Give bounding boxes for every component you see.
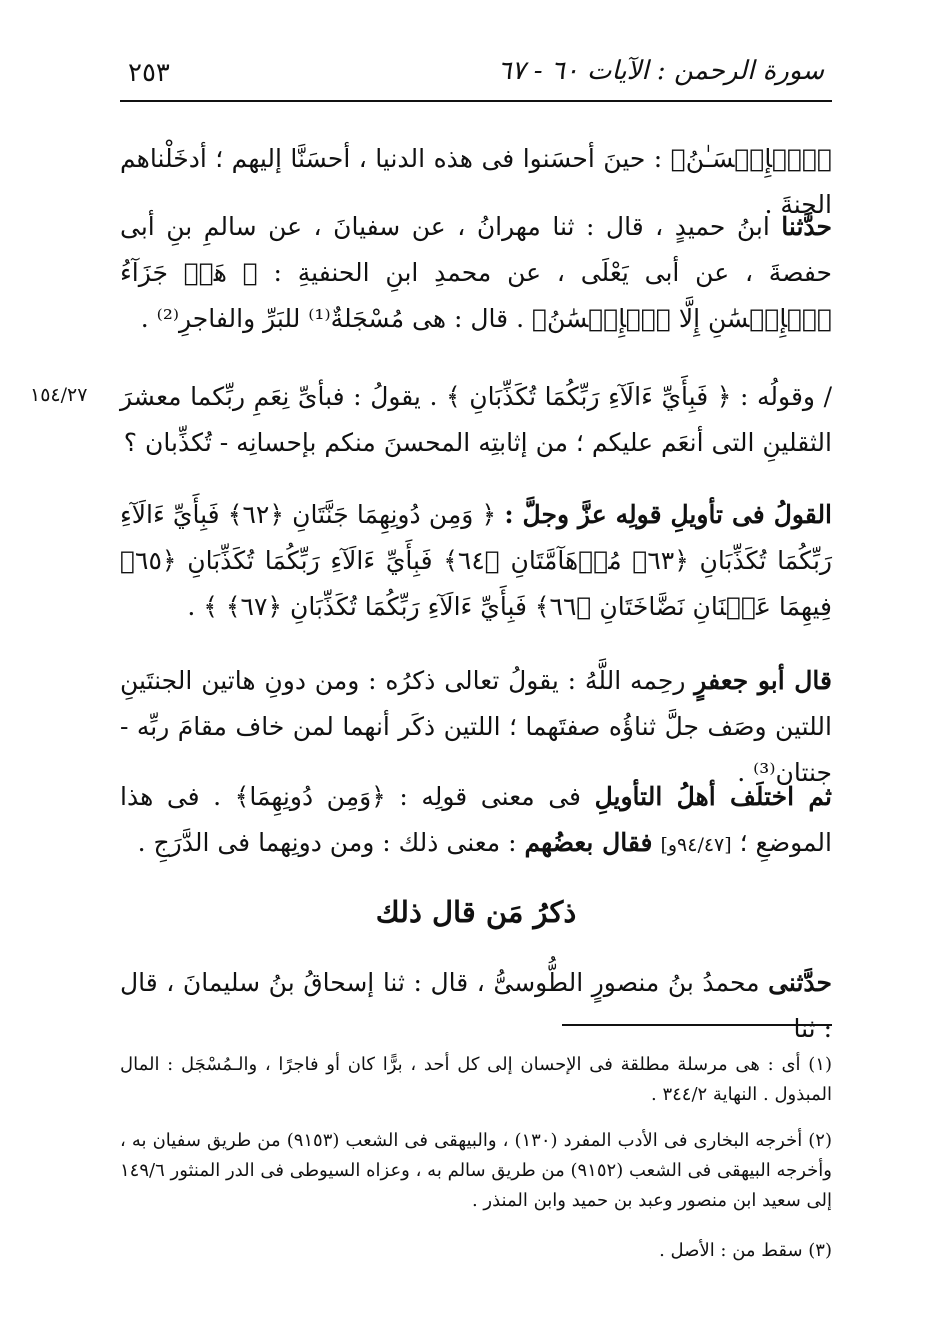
footnote-3: (٣) سقط من : الأصل . [659,1240,832,1261]
running-header [120,50,832,98]
header-rule [120,100,832,102]
paragraph-2-lead: حدَّثنا [781,212,832,241]
footnote-1: (١) أى : هى مرسلة مطلقة فى الإحسان إلى كل أحد ، برًّا كان أو فاجرًا ، والـمُسْجَل : المال المبذول . النهاية ٣٤٤/٢ . [120,1054,832,1105]
paragraph-4-lead: القولُ فى تأويلِ قولِه عزَّ وجلَّ : [504,500,833,529]
paragraph-4 [120,492,832,630]
footnote-rule [562,1024,832,1026]
paragraph-4-text: ﴿ وَمِن دُونِهِمَا جَنَّتَانِ ﴿٦٢﴾ فَبِأَيِّ ءَالَآءِ رَبِّكُمَا تُكَذِّبَانِ ﴿٦٣﴾ مُدۡهَآمَّتَانِ ﴿٦٤﴾ فَبِأَيِّ ءَالَآءِ رَبِّكُمَا تُكَذِّبَانِ ﴿٦٥﴾ فِيهِمَا عَيۡنَانِ نَضَّاخَتَانِ ﴿٦٦﴾ فَبِأَيِّ ءَالَآءِ رَبِّكُمَا تُكَذِّبَانِ ﴿٦٧﴾ ﴾ . [120,500,833,621]
paragraph-7-text: محمدُ بنُ منصورٍ الطُّوسىُّ ، قال : ثنا إسحاقُ بنُ سليمانَ ، قال : ثنا [120,968,832,1043]
page-number: ٢٥٣ [128,58,170,88]
paragraph-2 [120,204,832,342]
margin-reference-1: ١٥٤/٢٧ [30,384,88,406]
paragraph-6-text: فى معنى قولِه : ﴿وَمِن دُونِهِمَا﴾ . فى هذا الموضعِ ؛ [120,782,832,857]
footnote-2: (٢) أخرجه البخارى فى الأدب المفرد (١٣٠) ، والبيهقى فى الشعب (٩١٥٣) من طريق سفيان به ، وأخرجه البيهقى فى الشعب (٩١٥٢) من طريق سالم به ، وعزاه السيوطى فى الدر المنثور ١٤٩/٦ إلى سعيد ابن منصور وعبد بن حميد وابن المنذر . [120,1130,832,1211]
paragraph-1: ﴿ٱلۡإِحۡسَـٰنُ﴾ : حينَ أحسَنوا فى هذه الدنيا ، أحسَنَّا إليهم ؛ أدخَلْناهم الجنةَ . [120,144,832,219]
paragraph-6-lead-2: فقال بعضُهم [524,828,653,857]
running-title: سورة الرحمن : الآيات ٦٠ - ٦٧ [497,56,824,86]
section-heading: ذكرُ مَن قال ذلك [375,895,577,929]
paragraph-5-lead: قال أبو جعفرٍ [694,666,832,695]
paragraph-5-text: رحِمه اللَّهُ : يقولُ تعالى ذكرُه : ومن دونِ هاتين الجنتَينِ اللتين وصَف جلَّ ثناؤُه صفتَهما ؛ اللتين ذكَر أنهما لمن خاف مقامَ ربِّه - جنتان⁽³⁾ . [120,666,832,787]
paragraph-3: / وقولُه : ﴿ فَبِأَيِّ ءَالَآءِ رَبِّكُمَا تُكَذِّبَانِ ﴾ . يقولُ : فبأىِّ نِعَمِ ربِّكما معشرَ الثقلينِ التى أنعَم عليكم ؛ من إثابتِه المحسنَ منكم بإحسانِه - تُكذِّبان ؟ [120,382,832,457]
paragraph-7-lead: حدَّثنى [768,968,832,997]
paragraph-7 [120,960,832,1052]
paragraph-6-lead: ثم اختلَف أهلُ التأويلِ [594,782,832,811]
margin-reference-2: [٩٤/٤٧و] [660,834,732,856]
paragraph-6-text-2: : معنى ذلك : ومن دونِهما فى الدَّرَجِ . [137,828,517,857]
paragraph-6 [120,774,832,868]
paragraph-2-text: ابنُ حميدٍ ، قال : ثنا مهرانُ ، عن سفيانَ ، عن سالمِ بنِ أبى حفصةَ ، عن أبى يَعْلَى ، عن محمدِ ابنِ الحنفيةِ : ﴿ هَلۡ جَزَآءُ ٱلۡإِحۡسَٰنِ إِلَّا ٱلۡإِحۡسَٰنُ﴾ . قال : هى مُسْجَلةٌ⁽¹⁾ للبَرِّ والفاجرِ⁽²⁾ . [120,212,832,333]
